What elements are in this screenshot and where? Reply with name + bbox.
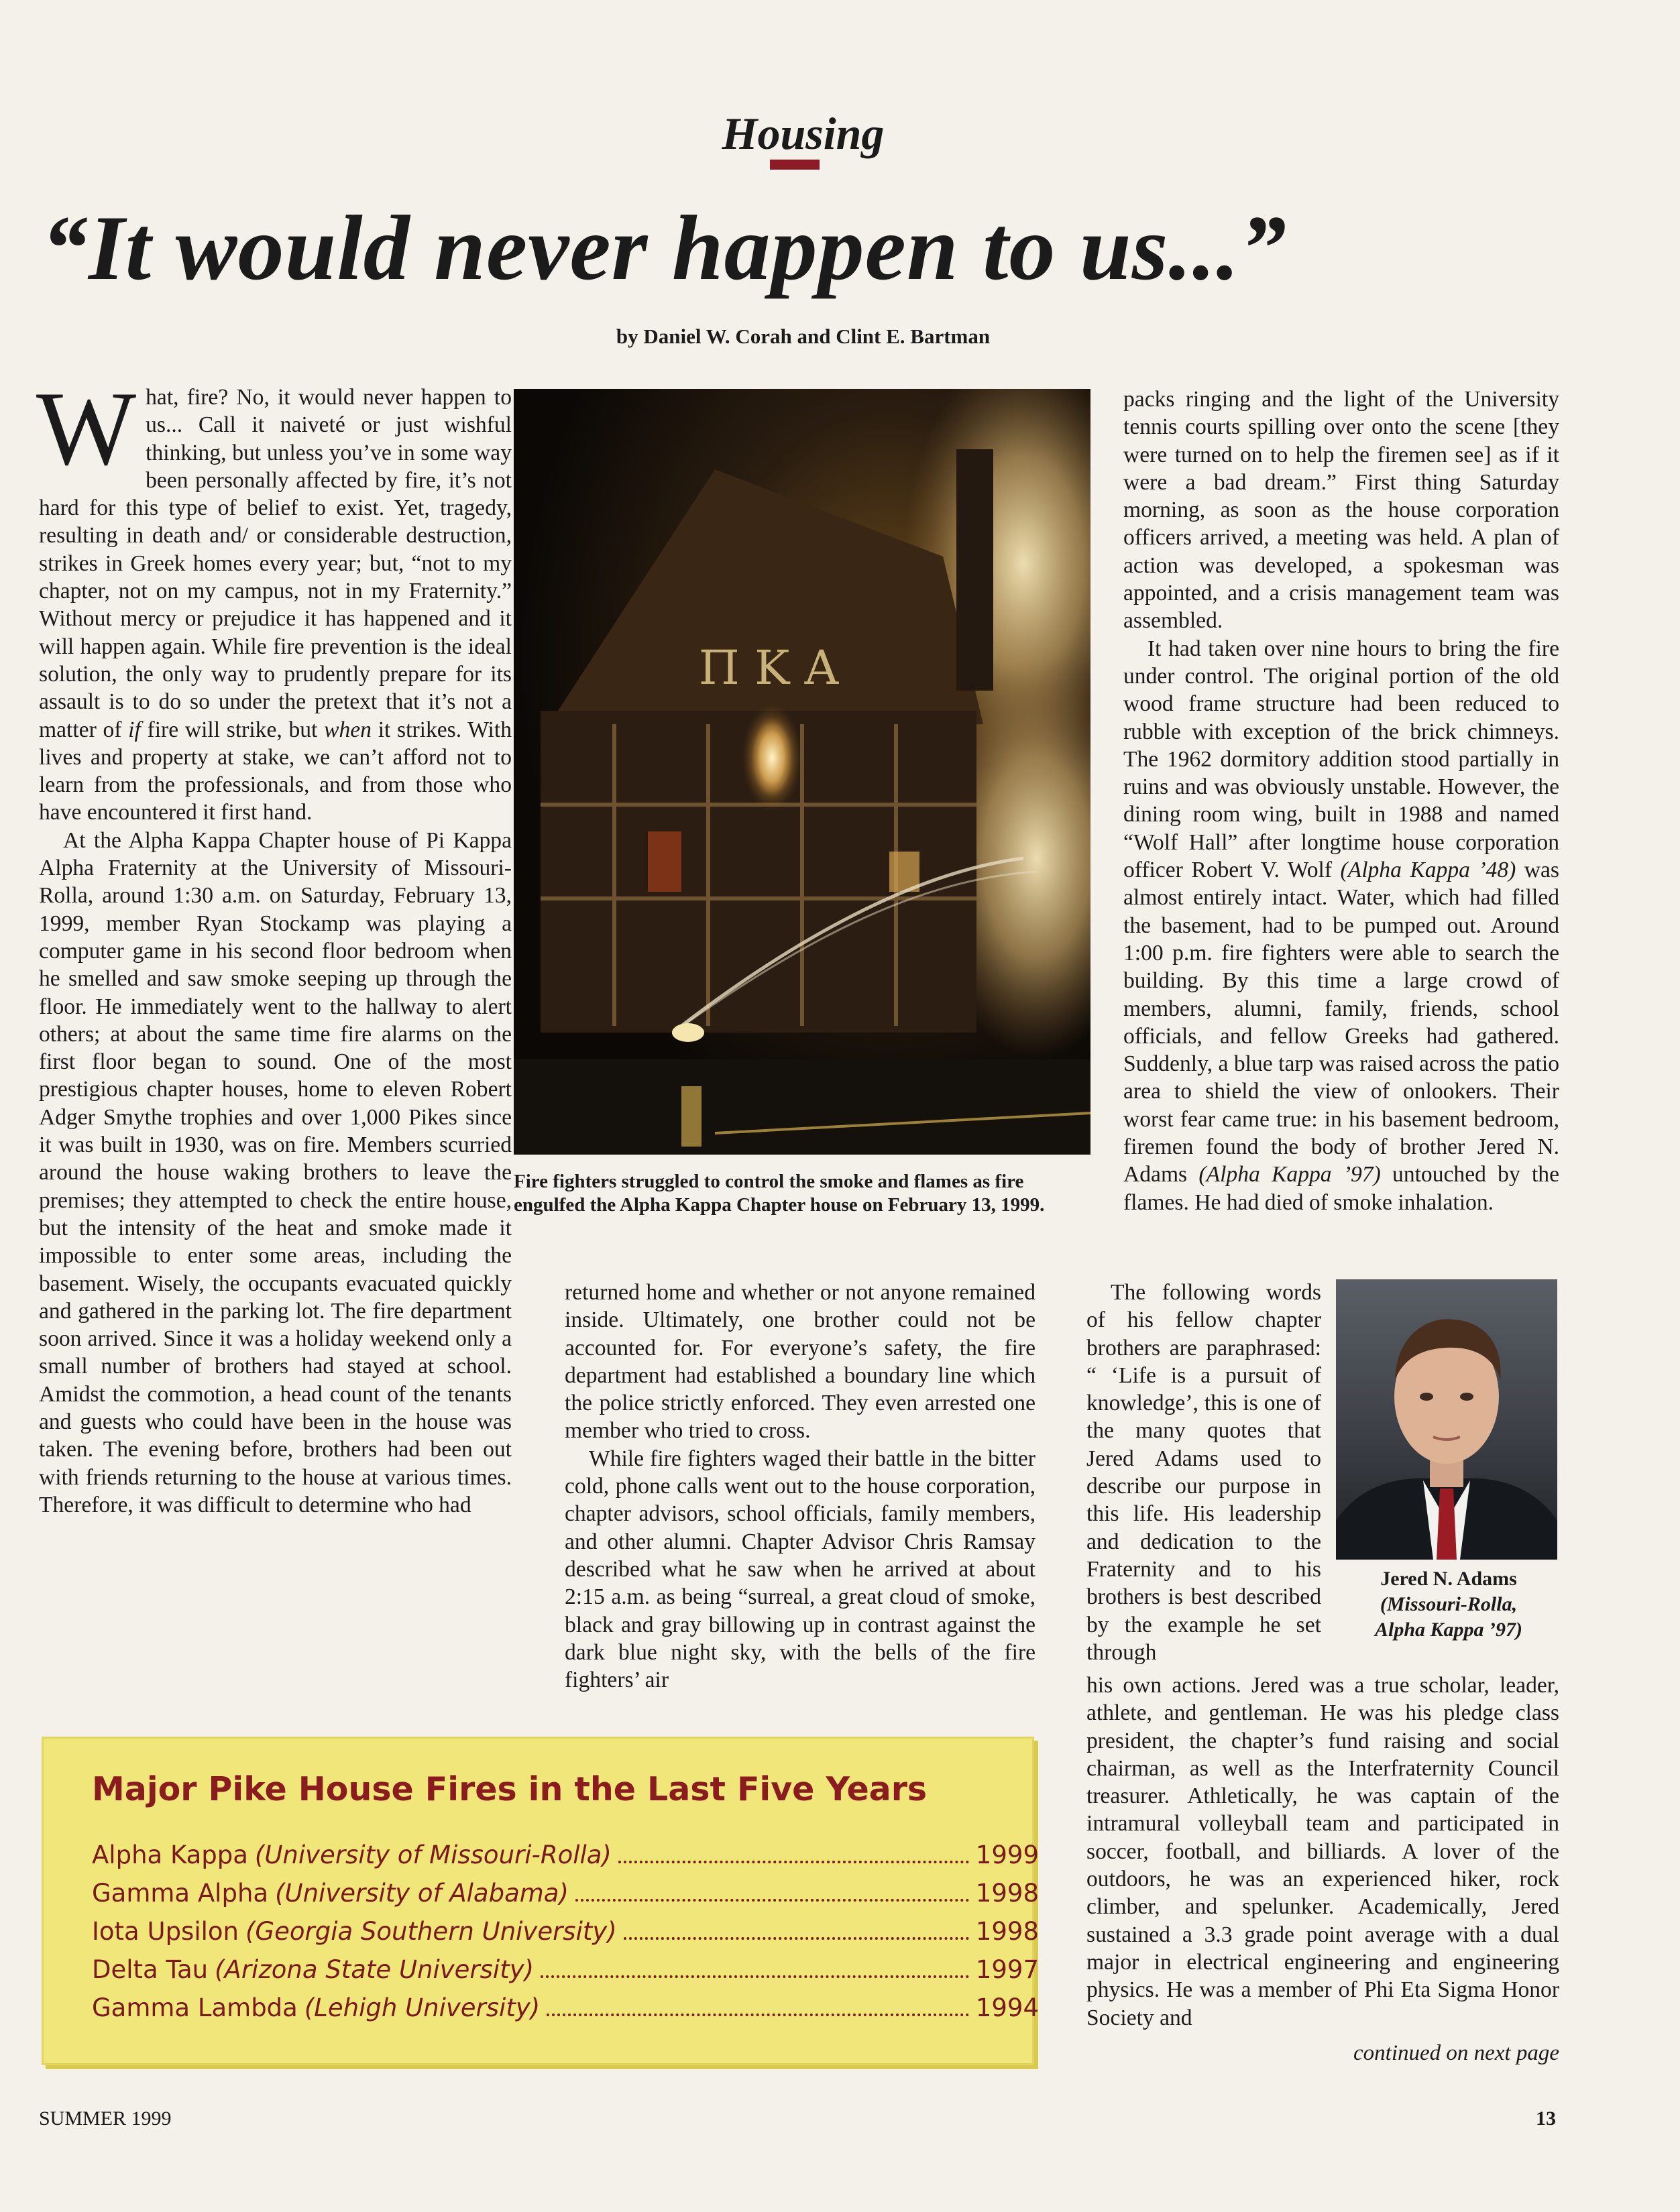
column-3-below-portrait: [1086, 1672, 1559, 2032]
list-item: Iota Upsilon (Georgia Southern University) 1998: [92, 1917, 1039, 1946]
page-number: 13: [1536, 2107, 1556, 2130]
article-title: “It would never happen to us...”: [42, 196, 1287, 299]
paragraph: packs ringing and the light of the University tennis courts spilling over onto the scene [they were turned on to help the firemen see] as if it were a bad dream.” First thing Saturday morning, as soon as the house corporation officers arrived, a meeting was held. A plan of action was developed, a spokesman was appointed, and a crisis management team was assembled.: [1123, 387, 1559, 634]
byline: by Daniel W. Corah and Clint E. Bartman: [616, 325, 991, 348]
portrait-illustration: [1336, 1279, 1557, 1560]
continued-note: continued on next page: [1353, 2041, 1559, 2065]
column-3: [1123, 386, 1559, 1216]
drop-cap: W: [36, 370, 137, 487]
greek-letters-sign: Π K A: [698, 640, 839, 695]
list-item: Gamma Alpha (University of Alabama) 1998: [92, 1879, 1039, 1908]
house-fire-illustration: [514, 389, 1090, 1155]
fires-sidebar: [42, 1737, 1039, 2065]
paragraph: The following words of his fellow chapter brothers are paraphrased: “ ‘Life is a pursuit of knowledge’, this is one of the many quotes that Jered Adams used to describe our purpose in this life. His leadership and dedication to the Fraternity and to his brothers is best described by the example he set through: [1086, 1280, 1321, 1665]
photo-caption: Fire fighters struggled to control the smoke and flames as fire engulfed the Alpha Kappa Chapter house on February 13, 1999.: [514, 1171, 1045, 1216]
paragraph: What, fire? No, it would never happen to us... Call it naiveté or just wishful thinking, but unless you’ve in some way been personally affected by fire, it’s not hard for this type of belief to exist. Yet, tragedy, resulting in death and/ or considerable destruction, strikes in Greek homes every year; but, “not to my chapter, not on my campus, not in my Fraternity.” Without mercy or prejudice it has happened and it will happen again. While fire prevention is the ideal solution, the only way to prudently prepare for its assault is to do so under the pretext that it’s not a matter of if fire will strike, but when it strikes. With lives and property at stake, we can’t afford not to learn from the professionals, and from those who have encountered it first hand.: [36, 370, 512, 825]
column-1: [36, 370, 512, 1519]
fire-photo: [514, 389, 1090, 1155]
paragraph: While fire fighters waged their battle in the bitter cold, phone calls went out to the house corporation, chapter advisors, school officials, family members, and other alumni. Chapter Advisor Chris Ramsay described what he saw when he arrived at about 2:15 a.m. as being “surreal, a great cloud of smoke, black and gray billowing up in contrast against the dark blue night sky, with the bells of the fire fighters’ air: [565, 1446, 1035, 1693]
list-item: Delta Tau (Arizona State University) 1997: [92, 1955, 1039, 1984]
paragraph: returned home and whether or not anyone remained inside. Ultimately, one brother could not be accounted for. For everyone’s safety, the fire department had established a boundary line which the police strictly enforced. They even arrested one member who tried to cross.: [565, 1280, 1035, 1444]
portrait-photo: [1336, 1279, 1557, 1560]
column-2: [565, 1279, 1035, 1694]
list-item: Alpha Kappa (University of Missouri-Rolla) 1999: [92, 1841, 1039, 1869]
paragraph: his own actions. Jered was a true scholar, leader, athlete, and gentleman. He was his pledge class president, the chapter’s fund raising and social chairman, as well as the Interfraternity Council treasurer. Athletically, he was captain of the intramural volleyball team and participated in soccer, football, and billiards. A lover of the outdoors, he was an experienced hiker, rock climber, and spelunker. Academically, Jered sustained a 3.3 grade point average with a dual major in electrical engineering and engineering physics. He was a member of Phi Eta Sigma Honor Society and: [1086, 1673, 1559, 2030]
section-rule: [770, 160, 820, 170]
paragraph: It had taken over nine hours to bring the fire under control. The original portion of the old wood frame structure had been reduced to rubble with exception of the brick chimneys. The 1962 dormitory addition stood partially in ruins and was obviously unstable. However, the dining room wing, built in 1988 and named “Wolf Hall” after longtime house corporation officer Robert V. Wolf (Alpha Kappa ’48) was almost entirely intact. Water, which had filled the basement, had to be pumped out. Around 1:00 p.m. fire fighters were able to search the building. By this time a large crowd of members, alumni, family, friends, school officials, and fellow Greeks had gathered. Suddenly, a blue tarp was raised across the patio area to shield the view of onlookers. Their worst fear came true: in his basement bedroom, firemen found the body of brother Jered N. Adams (Alpha Kappa ’97) untouched by the flames. He had died of smoke inhalation.: [1123, 636, 1559, 1215]
list-item: Gamma Lambda (Lehigh University) 1994: [92, 1993, 1039, 2022]
paragraph: At the Alpha Kappa Chapter house of Pi Kappa Alpha Fraternity at the University of Missouri-Rolla, around 1:30 a.m. on Saturday, February 13, 1999, member Ryan Stockamp was playing a computer game in his second floor bedroom when he smelled and saw smoke seeping up through the floor. He immediately went to the hallway to alert others; at about the same time fire alarms on the first floor began to sound. One of the most prestigious chapter houses, home to eleven Robert Adger Smythe trophies and over 1,000 Pikes since it was built in 1930, was on fire. Members scurried around the house waking brothers to leave the premises; they attempted to check the entire house, but the intensity of the heat and smoke made it impossible to enter some areas, including the basement. Wisely, the occupants evacuated quickly and gathered in the parking lot. The fire department soon arrived. Since it was a holiday weekend only a small number of brothers had stayed at school. Amidst the commotion, a head count of the tenants and guests who could have been in the house was taken. The evening before, brothers had been out with friends returning to the house at various times. Therefore, it was difficult to determine who had: [39, 827, 512, 1517]
footer-issue: SUMMER 1999: [39, 2107, 172, 2130]
column-3-beside-portrait: [1086, 1279, 1321, 1666]
portrait-caption: Jered N. Adams (Missouri-Rolla, Alpha Kappa ’97): [1374, 1568, 1523, 1641]
section-heading: Housing: [722, 108, 885, 159]
sidebar-title: Major Pike House Fires in the Last Five Years: [92, 1770, 928, 1808]
